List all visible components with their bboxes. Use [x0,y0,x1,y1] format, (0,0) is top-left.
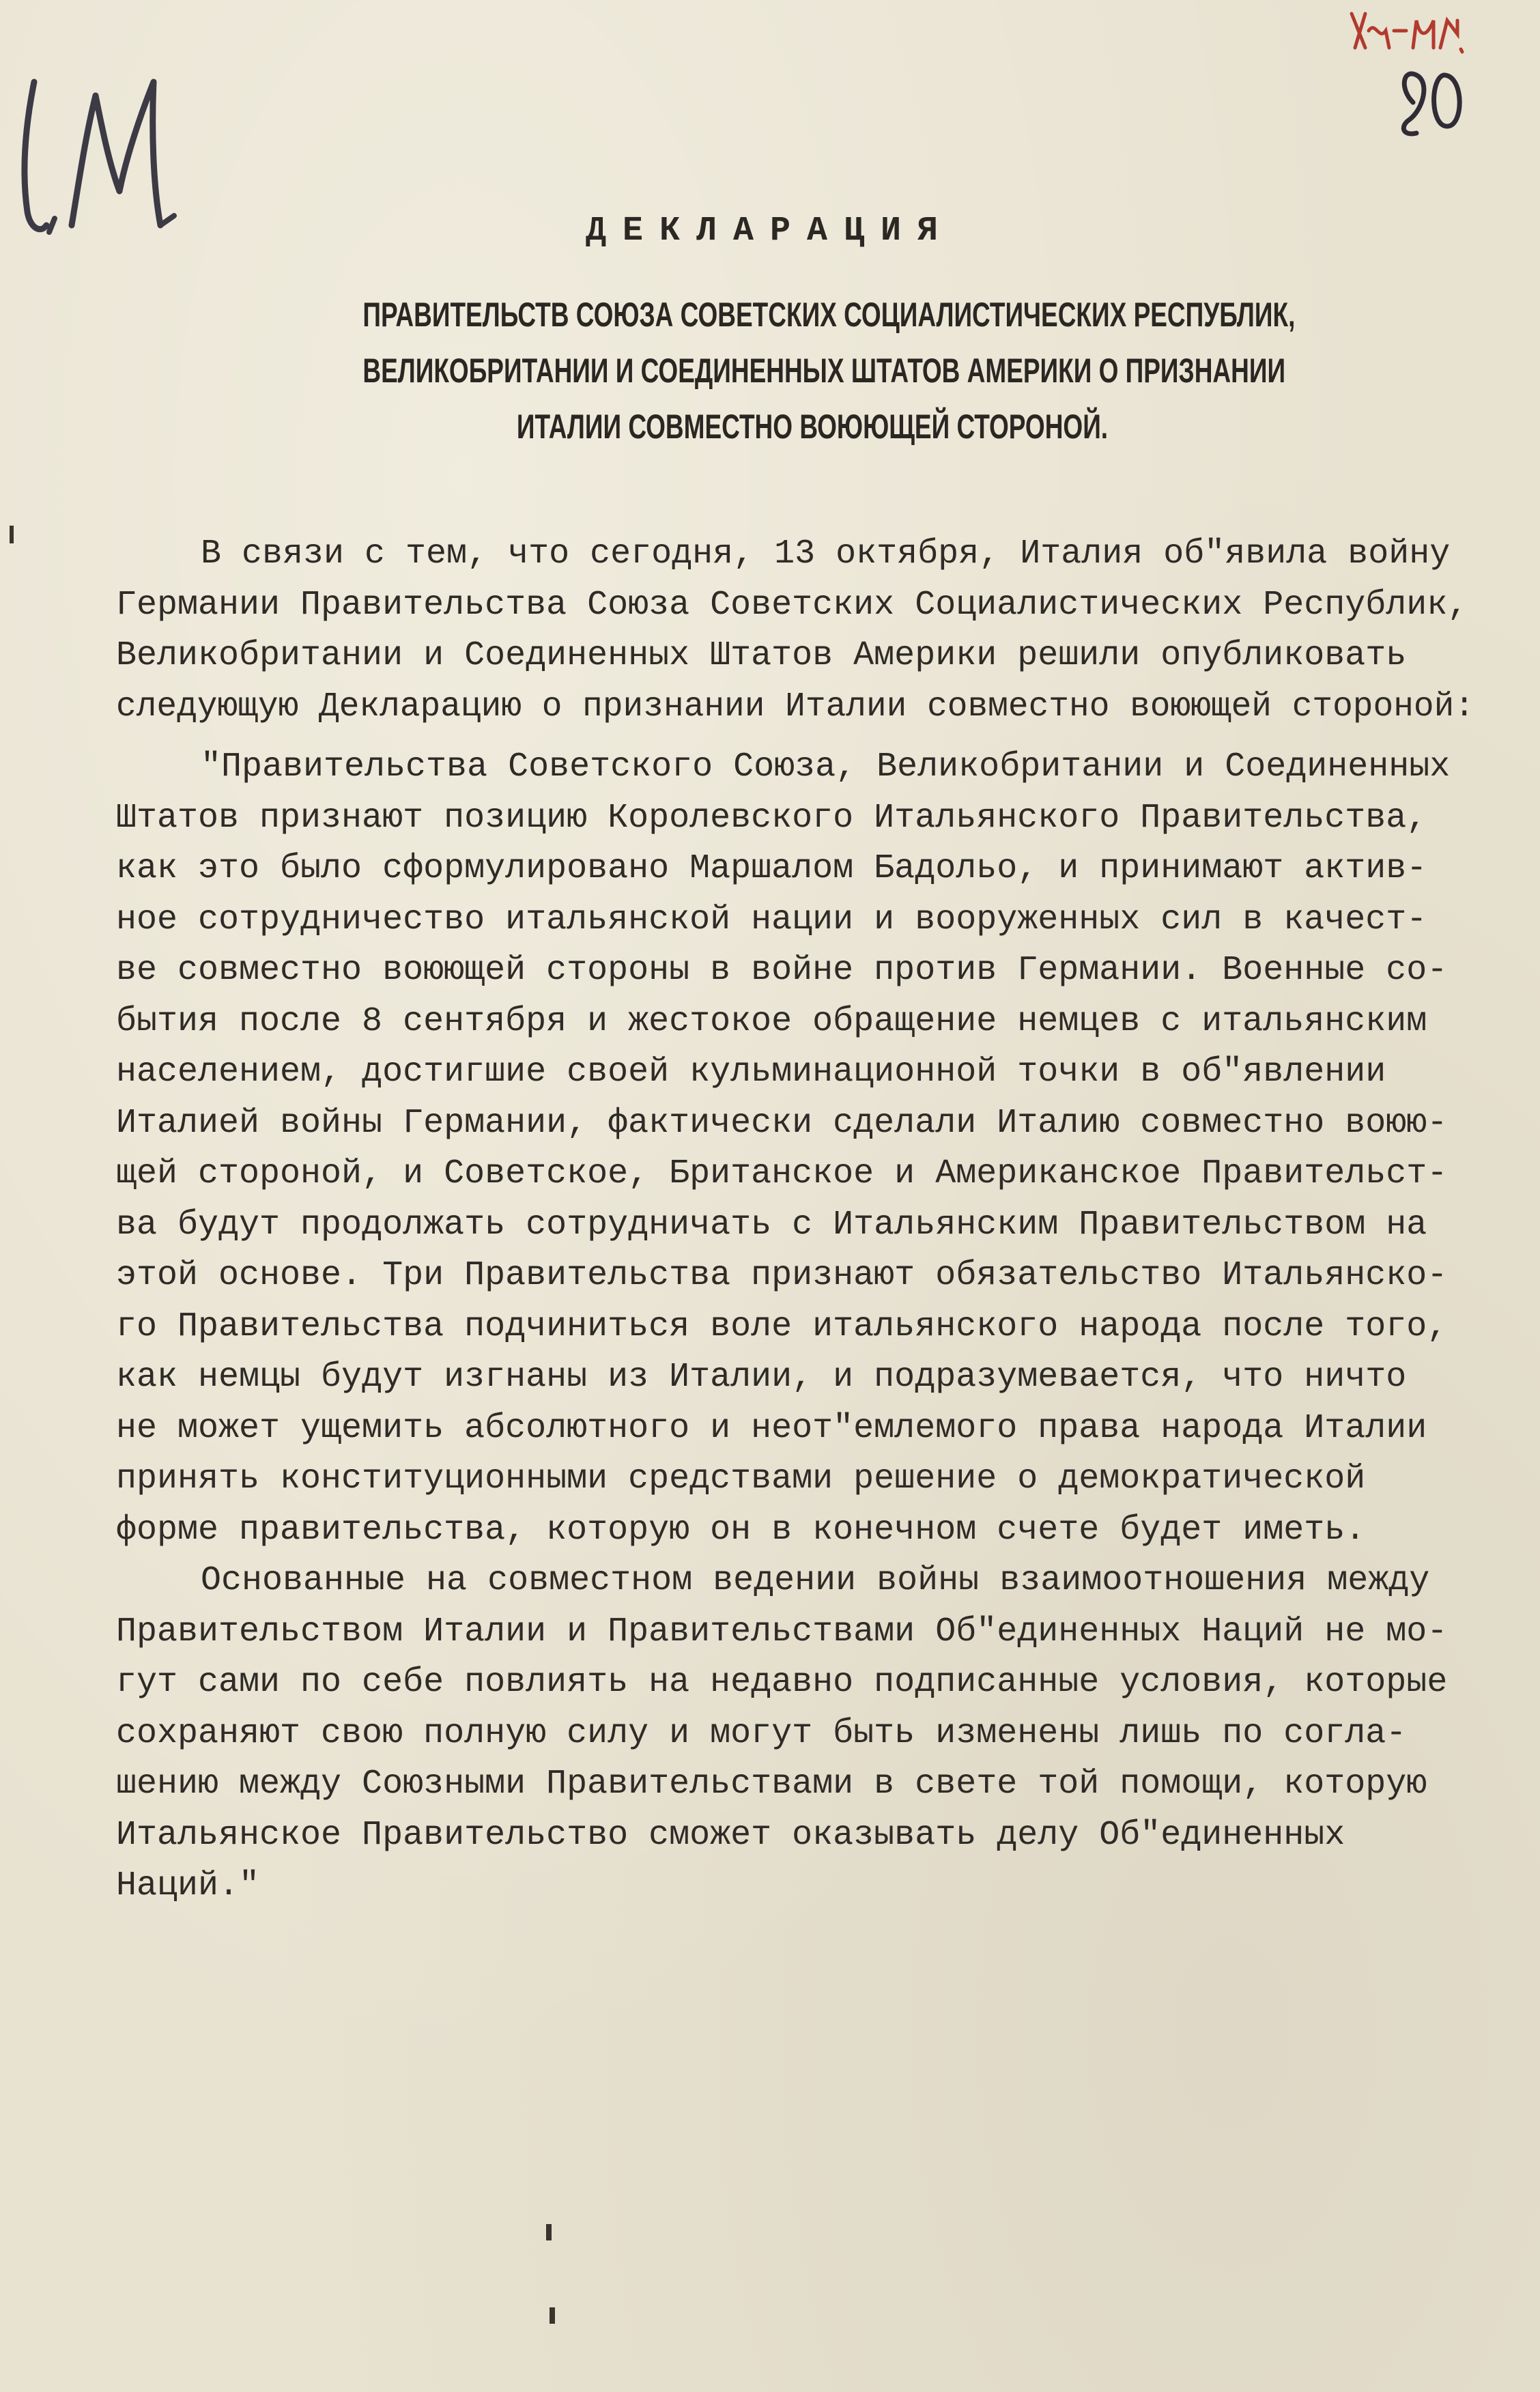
subtitle-line: ИТАЛИИ СОВМЕСТНО ВОЮЮЩЕЙ СТОРОНОЙ. [516,408,1109,446]
body-line: Итальянское Правительство сможет оказывать делу Об"единенных [116,1815,1345,1855]
body-line: В связи с тем, что сегодня, 13 октября, Италия об"явила войну [201,535,1451,573]
archive-notation [1338,0,1529,164]
body-line: следующую Декларацию о признании Италии совместно воюющей стороной: [116,687,1475,726]
body-line: сохраняют свою полную силу и могут быть изменены лишь по согла- [116,1713,1407,1753]
body-line: Наций." [116,1866,260,1905]
body-line: как это было сформулировано Маршалом Бадольо, и принимают актив- [116,849,1427,888]
document-body [116,529,1481,1912]
body-line: шению между Союзными Правительствами в свете той помощи, которую [116,1765,1427,1804]
body-line: ве совместно воюющей стороны в войне против Германии. Военные со- [116,951,1448,990]
body-line: го Правительства подчиниться воле итальянского народа после того, [116,1307,1448,1346]
body-line: бытия после 8 сентября и жестокое обращение немцев с итальянским [116,1001,1427,1041]
margin-mark [10,526,14,543]
body-line: как немцы будут изгнаны из Италии, и подразумевается, что ничто [116,1358,1407,1397]
margin-mark [550,2307,555,2324]
body-line: гут сами по себе повлиять на недавно подписанные условия, которые [116,1663,1448,1702]
body-line: Германии Правительства Союза Советских Социалистических Республик, [116,585,1468,625]
subtitle-line: ВЕЛИКОБРИТАНИИ И СОЕДИНЕННЫХ ШТАТОВ АМЕРИКИ О ПРИЗНАНИИ [362,352,1286,390]
body-line: Правительством Италии и Правительствами Об"единенных Наций не мо- [116,1612,1448,1651]
document-subtitle [362,287,1296,455]
body-line: Италией войны Германии, фактически сделали Италию совместно воюю- [116,1103,1448,1143]
body-line: щей стороной, и Советское, Британское и Американское Правительст- [116,1154,1448,1193]
document-title: ДЕКЛАРАЦИЯ [585,212,955,251]
body-line: не может ущемить абсолютного и неот"емлемого права народа Италии [116,1408,1427,1448]
body-line: Штатов признают позицию Королевского Итальянского Правительства, [116,798,1427,838]
body-line: Основанные на совместном ведении войны взаимоотношения между [201,1561,1430,1600]
body-line: Великобритании и Соединенных Штатов Америки решили опубликовать [116,636,1407,675]
body-line: форме правительства, которую он в конечном счете будет иметь. [116,1510,1366,1550]
body-line: населением, достигшие своей кульминационной точки в об"явлении [116,1053,1386,1092]
body-line: принять конституционными средствами решение о демократической [116,1460,1366,1498]
body-line: "Правительства Советского Союза, Великобритании и Соединенных [201,748,1451,786]
subtitle-line: ПРАВИТЕЛЬСТВ СОЮЗА СОВЕТСКИХ СОЦИАЛИСТИЧЕСКИХ РЕСПУБЛИК, [362,296,1296,334]
body-line: ва будут продолжать сотрудничать с Итальянским Правительством на [116,1205,1427,1244]
body-line: ное сотрудничество итальянской нации и вооруженных сил в качест- [116,900,1427,939]
margin-mark [546,2224,552,2240]
body-line: этой основе. Три Правительства признают обязательство Итальянско- [116,1256,1448,1295]
